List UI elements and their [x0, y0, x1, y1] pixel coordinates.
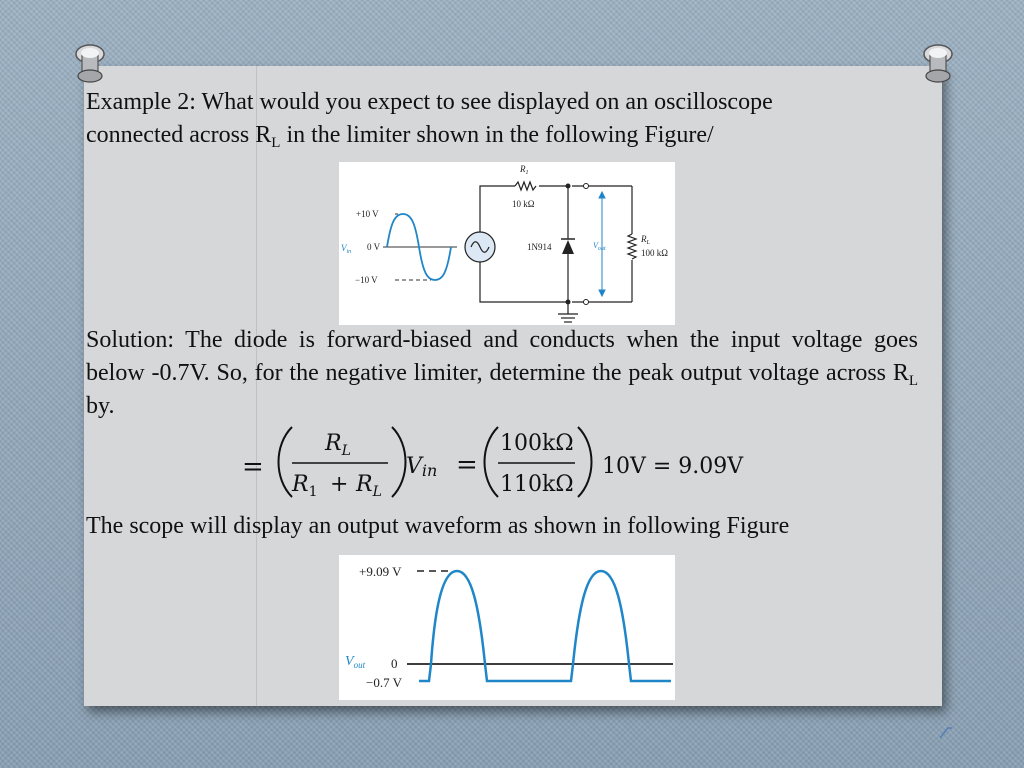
circuit-diagram	[339, 162, 675, 325]
problem-line-1: Example 2: What would you expect to see displayed on an oscilloscope	[86, 89, 773, 115]
vout-label: $V_{out}$	[593, 241, 606, 252]
output-waveform-figure	[339, 555, 675, 700]
resistor-rl-icon	[628, 234, 636, 259]
vin-zero-label: 0 V	[367, 242, 381, 252]
problem-line-2-text: connected across R	[86, 122, 272, 148]
r1-value: 10 kΩ	[512, 199, 535, 209]
output-waveform-plot	[339, 555, 675, 700]
voltage-equation	[230, 423, 790, 501]
vin-pos-label: +10 V	[356, 209, 379, 219]
pushpin-icon	[68, 40, 112, 92]
solution-text: Solution: The diode is forward-biased and conducts when the input voltage goes below -0.7V. So, for the negative limiter, determine the peak output voltage across R	[86, 327, 918, 386]
rl-subscript: L	[908, 373, 918, 389]
limiter-circuit-figure	[339, 162, 675, 325]
zero-label: 0	[391, 656, 398, 671]
diode-label: 1N914	[527, 242, 552, 252]
eq-den-110k: 110kΩ	[500, 472, 574, 497]
eq-num-100k: 100kΩ	[500, 431, 574, 456]
problem-statement	[86, 86, 918, 152]
slide-number-icon	[936, 722, 956, 742]
eq-equals-2: =	[456, 450, 478, 480]
solution-paragraph	[86, 324, 918, 423]
vout-label: $V_{out}$	[345, 654, 366, 670]
resistor-r1-icon	[515, 182, 536, 190]
problem-line-2-tail: in the limiter shown in the following Figure/	[280, 122, 714, 148]
eq-vin: Vin	[406, 454, 438, 480]
eq-num-rl: $R_L$	[325, 431, 351, 459]
diode-icon	[562, 240, 574, 254]
eq-den-rl: $R_L$	[356, 472, 382, 500]
peak-label: +9.09 V	[359, 564, 402, 579]
scope-statement: The scope will display an output waveform as shown in following Figure	[86, 513, 790, 539]
vin-neg-label: −10 V	[355, 275, 378, 285]
neg-label: −0.7 V	[366, 675, 402, 690]
eq-equals-1: =	[242, 452, 264, 482]
problem-line-2	[86, 119, 918, 152]
eq-result: 10V = 9.09V	[602, 454, 744, 479]
pushpin-icon	[916, 40, 960, 92]
eq-plus: +	[330, 472, 349, 497]
r1-label: $R_1$	[520, 164, 529, 176]
solution-tail: by.	[86, 393, 115, 419]
eq-den-r1: $R_1$	[292, 472, 318, 500]
rl-label: $R_L$	[641, 234, 650, 246]
rl-value: 100 kΩ	[641, 248, 668, 258]
vin-label: $V_{in}$	[341, 243, 352, 255]
rl-subscript: L	[271, 135, 281, 151]
